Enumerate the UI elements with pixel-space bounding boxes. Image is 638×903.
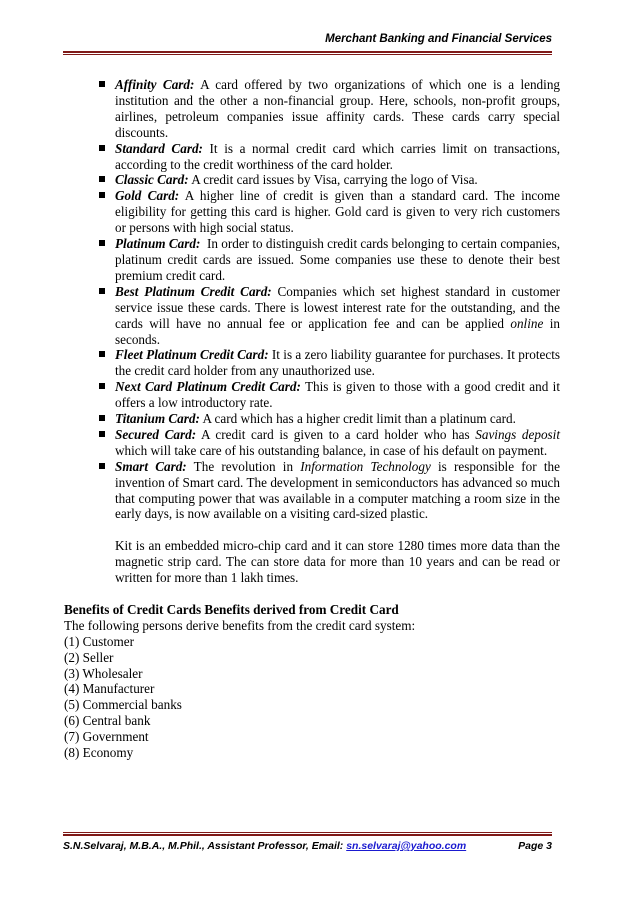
header-rule-thin bbox=[63, 54, 552, 55]
card-types-list bbox=[64, 77, 564, 522]
square-bullet-icon bbox=[99, 176, 105, 182]
footer-rule bbox=[63, 834, 552, 836]
footer-author: S.N.Selvaraj, M.B.A., M.Phil., Assistant Professor, Email: sn.selvaraj@yahoo.com bbox=[63, 840, 467, 852]
card-description: is responsible for the invention of Smart card. The development in semiconductors has advanced so much that computing power that was available in a computer matching a room size in the early days, is now available on a visiting card-sized plastic. bbox=[115, 458, 564, 522]
page-body bbox=[64, 77, 564, 761]
card-term: Gold Card: bbox=[115, 188, 180, 204]
beneficiaries-list bbox=[64, 634, 560, 761]
list-item bbox=[64, 411, 560, 427]
square-bullet-icon bbox=[99, 81, 105, 87]
list-item bbox=[64, 236, 564, 284]
emphasis-text: online bbox=[510, 315, 544, 331]
emphasis-text: Information Technology bbox=[300, 458, 431, 474]
card-description: The revolution in bbox=[186, 458, 301, 474]
header-rule bbox=[63, 51, 552, 53]
list-item: (6) Central bank bbox=[64, 713, 151, 729]
list-item bbox=[64, 172, 560, 188]
list-item bbox=[64, 347, 564, 379]
square-bullet-icon bbox=[99, 431, 105, 437]
list-item: (5) Commercial banks bbox=[64, 697, 182, 713]
card-description: A card offered by two organizations of which one is a lending institution and the other a non-financial group. Here, schools, non-profit groups, airlines, petroleum companies issue affinity cards. These cards carry special discounts. bbox=[115, 77, 564, 140]
square-bullet-icon bbox=[99, 383, 105, 389]
list-item bbox=[64, 458, 564, 523]
card-description: It is a normal credit card which carries limit on transactions, according to the credit worthiness of the card holder. bbox=[115, 140, 564, 172]
card-term: Best Platinum Credit Card: bbox=[115, 283, 272, 299]
card-term: Affinity Card: bbox=[115, 77, 195, 92]
list-item: (8) Economy bbox=[64, 745, 134, 761]
footer-rule-thin bbox=[63, 832, 552, 833]
card-description: in seconds. bbox=[115, 315, 564, 347]
card-term: Platinum Card: bbox=[115, 236, 201, 252]
page-number: Page 3 bbox=[518, 840, 552, 852]
list-item: (1) Customer bbox=[64, 633, 134, 649]
square-bullet-icon bbox=[99, 240, 105, 246]
square-bullet-icon bbox=[99, 415, 105, 421]
card-description: It is a zero liability guarantee for purchases. It protects the credit card holder from any unauthorized use. bbox=[115, 347, 564, 379]
list-item: (2) Seller bbox=[64, 649, 114, 665]
card-description: A higher line of credit is given than a standard card. The income eligibility for getting this card is higher. Gold card is given to very rich customers or persons with high social status. bbox=[115, 188, 564, 236]
card-term: Smart Card: bbox=[115, 458, 187, 474]
list-item bbox=[64, 140, 564, 173]
card-description: A credit card issues by Visa, carrying the logo of Visa. bbox=[188, 172, 478, 188]
card-description: A credit card is given to a card holder who has bbox=[196, 426, 476, 442]
card-term: Secured Card: bbox=[115, 426, 197, 442]
list-item bbox=[64, 188, 564, 236]
card-term: Standard Card: bbox=[115, 140, 203, 156]
list-item bbox=[64, 77, 564, 141]
card-term: Classic Card: bbox=[115, 172, 189, 188]
kit-paragraph: Kit is an embedded micro-chip card and it can store 1280 times more data than the magnetic strip card. The can store data for more than 10 years and can be read or written for more than 1 lakh times. bbox=[115, 538, 560, 586]
card-description: This is given to those with a good credit and it offers a low introductory rate. bbox=[115, 379, 564, 411]
card-term: Titanium Card: bbox=[115, 411, 200, 427]
card-description: which will take care of his outstanding balance, in case of his default on payment. bbox=[115, 426, 564, 458]
benefits-intro: The following persons derive benefits from the credit card system: bbox=[64, 617, 416, 633]
square-bullet-icon bbox=[99, 145, 105, 151]
card-term: Next Card Platinum Credit Card: bbox=[115, 379, 301, 395]
square-bullet-icon bbox=[99, 288, 105, 294]
list-item: (3) Wholesaler bbox=[64, 665, 143, 681]
square-bullet-icon bbox=[99, 192, 105, 198]
square-bullet-icon bbox=[99, 463, 105, 469]
emphasis-text: Savings deposit bbox=[475, 426, 560, 442]
card-description: Companies which set highest standard in customer service issue these cards. There is lowest interest rate for the outstanding, and the cards will have no annual fee or application fee and can be applied bbox=[115, 283, 564, 331]
card-description: In order to distinguish credit cards belonging to certain companies, platinum credit cards are issued. Some companies use these to denote their best premium credit card. bbox=[115, 236, 564, 283]
section-title: Benefits of Credit Cards Benefits derived from Credit Card bbox=[64, 601, 399, 617]
list-item: (7) Government bbox=[64, 729, 149, 745]
list-item bbox=[64, 426, 564, 459]
list-item: (4) Manufacturer bbox=[64, 681, 155, 697]
card-term: Fleet Platinum Credit Card: bbox=[115, 347, 269, 363]
running-header: Merchant Banking and Financial Services bbox=[325, 33, 552, 45]
list-item bbox=[64, 283, 564, 348]
email-link[interactable]: sn.selvaraj@yahoo.com bbox=[346, 840, 467, 852]
card-description: A card which has a higher credit limit than a platinum card. bbox=[199, 411, 516, 427]
square-bullet-icon bbox=[99, 351, 105, 357]
list-item bbox=[64, 379, 564, 411]
